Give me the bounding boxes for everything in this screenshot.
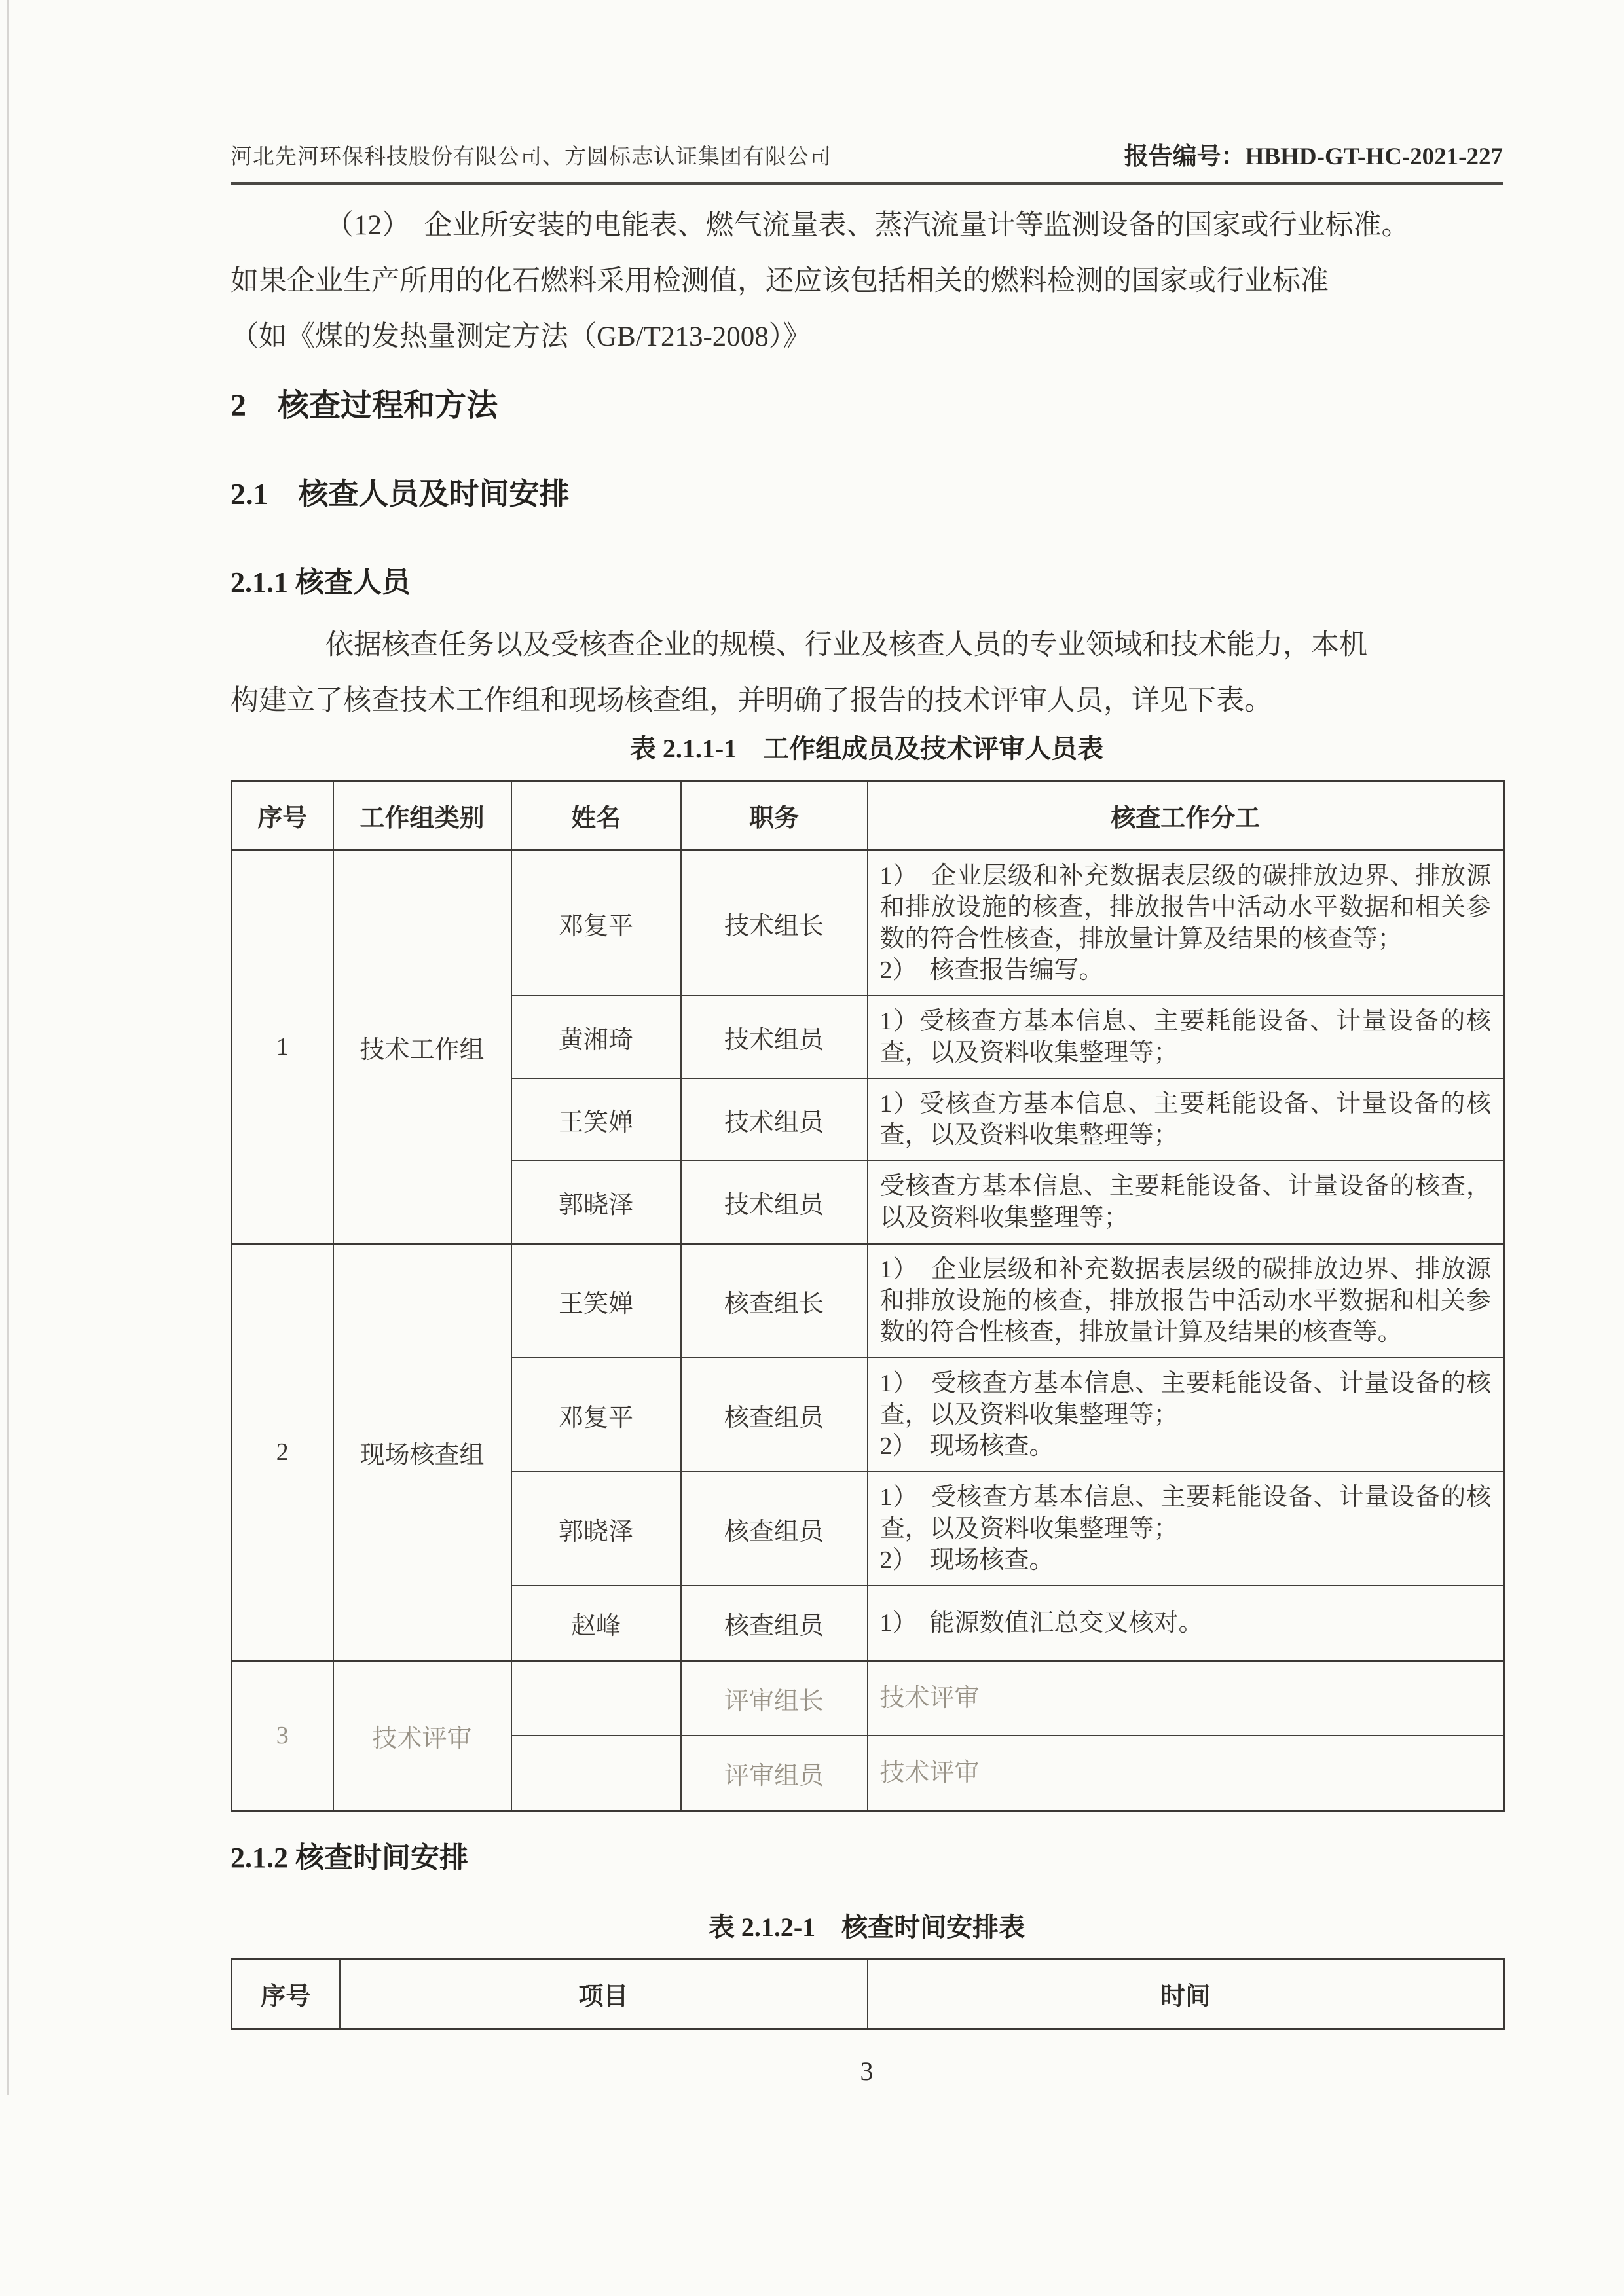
col-header-seq: 序号 xyxy=(232,1959,340,2029)
paragraph-line: 如果企业生产所用的化石燃料采用检测值，还应该包括相关的燃料检测的国家或行业标准 xyxy=(231,266,1329,297)
division-item: 1）受核查方基本信息、主要耗能设备、计量设备的核查，以及资料收集整理等； xyxy=(879,1008,1491,1066)
paragraph-line: （12） 企业所安装的电能表、燃气流量表、蒸汽流量计等监测设备的国家或行业标准。 xyxy=(325,210,1410,241)
cell-group-no: 2 xyxy=(232,1244,333,1661)
cell-division xyxy=(868,1661,1504,1736)
cell-division xyxy=(868,1586,1504,1661)
division-item: 1） 企业层级和补充数据表层级的碳排放边界、排放源和排放设施的核查，排放报告中活动水平数据和相关参数的符合性核查，排放量计算及结果的核查等； xyxy=(879,862,1491,953)
cell-name: 郭晓泽 xyxy=(511,1161,681,1244)
document-page xyxy=(231,0,1503,2087)
col-header-title: 职务 xyxy=(681,781,868,850)
division-item: 1） 受核查方基本信息、主要耗能设备、计量设备的核查，以及资料收集整理等； xyxy=(879,1484,1491,1542)
table-row xyxy=(232,1661,1504,1736)
cell-group-category: 现场核查组 xyxy=(333,1244,511,1661)
cell-title: 技术组员 xyxy=(681,1078,868,1161)
cell-title: 核查组员 xyxy=(681,1358,868,1472)
cell-group-no: 3 xyxy=(232,1661,333,1811)
division-item: 技术评审 xyxy=(879,1685,980,1712)
cell-group-no: 1 xyxy=(232,850,333,1244)
section-heading-2-1: 2.1 核查人员及时间安排 xyxy=(231,477,570,511)
cell-name xyxy=(511,1661,681,1736)
cell-division xyxy=(868,1358,1504,1472)
division-item: 1） 受核查方基本信息、主要耗能设备、计量设备的核查，以及资料收集整理等； xyxy=(879,1370,1491,1429)
cell-division xyxy=(868,996,1504,1078)
cell-division xyxy=(868,1078,1504,1161)
table-header-row xyxy=(232,1959,1504,2029)
cell-division xyxy=(868,1161,1504,1244)
col-header-seq: 序号 xyxy=(232,781,333,850)
cell-name xyxy=(511,1736,681,1811)
section-heading-2-1-2: 2.1.2 核查时间安排 xyxy=(231,1842,468,1874)
division-item: 技术评审 xyxy=(879,1759,980,1787)
col-header-division: 核查工作分工 xyxy=(868,781,1504,850)
cell-name: 王笑婵 xyxy=(511,1078,681,1161)
division-item: 2） 核查报告编写。 xyxy=(879,957,1104,984)
schedule-table xyxy=(231,1958,1505,2030)
personnel-paragraph xyxy=(231,617,1503,729)
paragraph-line: 构建立了核查技术工作组和现场核查组，并明确了报告的技术评审人员，详见下表。 xyxy=(231,685,1272,716)
cell-division xyxy=(868,1472,1504,1586)
cell-group-category: 技术评审 xyxy=(333,1661,511,1811)
col-header-item: 项目 xyxy=(340,1959,868,2029)
table-row xyxy=(232,1244,1504,1358)
cell-name: 赵峰 xyxy=(511,1586,681,1661)
division-item: 1）受核查方基本信息、主要耗能设备、计量设备的核查，以及资料收集整理等； xyxy=(879,1090,1491,1149)
cell-title: 核查组长 xyxy=(681,1244,868,1358)
paragraph-line: 依据核查任务以及受核查企业的规模、行业及核查人员的专业领域和技术能力，本机 xyxy=(325,630,1367,661)
col-header-name: 姓名 xyxy=(511,781,681,850)
work-group-table xyxy=(231,780,1505,1812)
col-header-time: 时间 xyxy=(868,1959,1504,2029)
header-company-names: 河北先河环保科技股份有限公司、方圆标志认证集团有限公司 xyxy=(231,145,832,169)
scan-edge-artifact xyxy=(7,0,9,2095)
col-header-group-type: 工作组类别 xyxy=(333,781,511,850)
table1-caption: 表 2.1.1-1 工作组成员及技术评审人员表 xyxy=(629,734,1104,763)
cell-division xyxy=(868,1244,1504,1358)
division-item: 2） 现场核查。 xyxy=(879,1546,1054,1574)
cell-title: 核查组员 xyxy=(681,1586,868,1661)
table-header-row xyxy=(232,781,1504,850)
header-rule xyxy=(231,182,1503,185)
paragraph-line: （如《煤的发热量测定方法（GB/T213-2008）》 xyxy=(231,321,811,352)
page-header xyxy=(231,0,1503,172)
cell-name: 邓复平 xyxy=(511,1358,681,1472)
cell-name: 王笑婵 xyxy=(511,1244,681,1358)
section-heading-2: 2 核查过程和方法 xyxy=(231,388,498,423)
table2-caption: 表 2.1.2-1 核查时间安排表 xyxy=(708,1912,1025,1942)
section-heading-2-1-1: 2.1.1 核查人员 xyxy=(231,566,411,598)
cell-title: 技术组员 xyxy=(681,996,868,1078)
cell-title: 技术组长 xyxy=(681,850,868,996)
cell-title: 核查组员 xyxy=(681,1472,868,1586)
cell-division xyxy=(868,850,1504,996)
table-row xyxy=(232,850,1504,996)
division-item: 1） 能源数值汇总交叉核对。 xyxy=(879,1609,1204,1637)
cell-title: 技术组员 xyxy=(681,1161,868,1244)
cell-group-category: 技术工作组 xyxy=(333,850,511,1244)
cell-title: 评审组长 xyxy=(681,1661,868,1736)
division-item: 1） 企业层级和补充数据表层级的碳排放边界、排放源和排放设施的核查，排放报告中活动水平数据和相关参数的符合性核查，排放量计算及结果的核查等。 xyxy=(879,1256,1491,1346)
division-item: 2） 现场核查。 xyxy=(879,1432,1054,1460)
cell-name: 郭晓泽 xyxy=(511,1472,681,1586)
cell-name: 邓复平 xyxy=(511,850,681,996)
division-item: 受核查方基本信息、主要耗能设备、计量设备的核查，以及资料收集整理等； xyxy=(879,1173,1491,1231)
cell-division xyxy=(868,1736,1504,1811)
page-number: 3 xyxy=(860,2056,874,2086)
header-report-number: 报告编号：HBHD-GT-HC-2021-227 xyxy=(1124,143,1503,170)
cell-name: 黄湘琦 xyxy=(511,996,681,1078)
cell-title: 评审组员 xyxy=(681,1736,868,1811)
intro-paragraph xyxy=(231,198,1503,365)
